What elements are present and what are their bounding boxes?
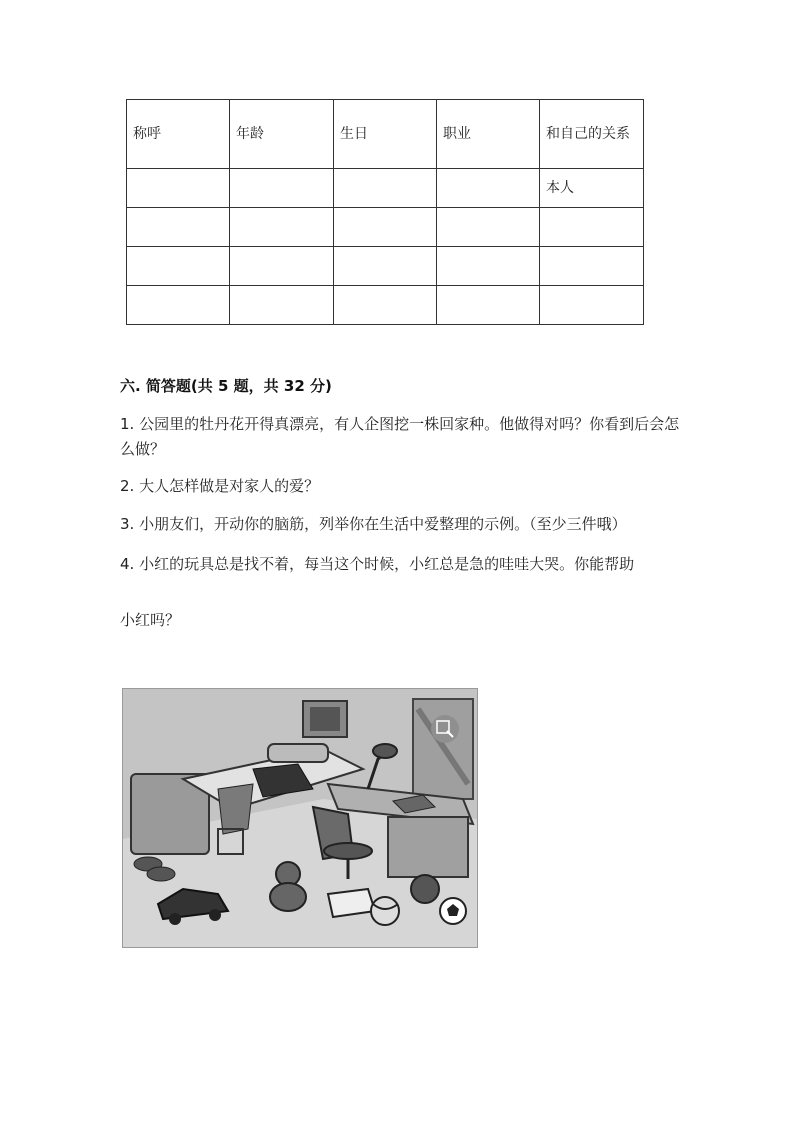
beach-ball (371, 897, 399, 925)
table-cell (334, 286, 437, 325)
header-cell: 职业 (437, 100, 540, 169)
table-cell (334, 247, 437, 286)
room-drawing (123, 689, 477, 947)
table-cell (230, 286, 334, 325)
table-row (127, 208, 644, 247)
header-cell: 生日 (334, 100, 437, 169)
table-cell (334, 169, 437, 208)
header-cell: 和自己的关系 (540, 100, 644, 169)
table-cell (334, 208, 437, 247)
question-3: 3. 小朋友们，开动你的脑筋，列举你在生活中爱整理的示例。（至少三件哦） (120, 515, 627, 533)
family-table (126, 99, 644, 325)
table-cell (437, 247, 540, 286)
table-cell (127, 208, 230, 247)
section-title: 六. 简答题(共 5 题，共 32 分) (120, 377, 332, 395)
question-4-continuation: 小红吗？ (120, 611, 181, 629)
table-cell (127, 247, 230, 286)
table-header-row (127, 100, 644, 169)
table-cell (230, 169, 334, 208)
table-cell (127, 169, 230, 208)
question-4: 4. 小红的玩具总是找不着，每当这个时候，小红总是急的哇哇大哭。你能帮助 (120, 555, 635, 573)
zoom-icon[interactable] (431, 715, 459, 743)
table-row (127, 286, 644, 325)
basketball (411, 875, 439, 903)
messy-room-illustration (122, 688, 478, 948)
book-on-floor (328, 889, 375, 917)
question-1: 1. 公园里的牡丹花开得真漂亮，有人企图挖一株回家种。他做得对吗？你看到后会怎么做？ (120, 415, 680, 458)
table-row (127, 169, 644, 208)
table-cell (540, 247, 644, 286)
table-cell: 本人 (540, 169, 644, 208)
table-cell (230, 208, 334, 247)
table-cell (540, 286, 644, 325)
header-cell: 年龄 (230, 100, 334, 169)
table-cell (437, 286, 540, 325)
table-cell (437, 208, 540, 247)
table-cell (127, 286, 230, 325)
header-cell: 称呼 (127, 100, 230, 169)
table-cell (437, 169, 540, 208)
table-cell (540, 208, 644, 247)
table-row (127, 247, 644, 286)
table-cell (230, 247, 334, 286)
question-2: 2. 大人怎样做是对家人的爱？ (120, 477, 320, 495)
